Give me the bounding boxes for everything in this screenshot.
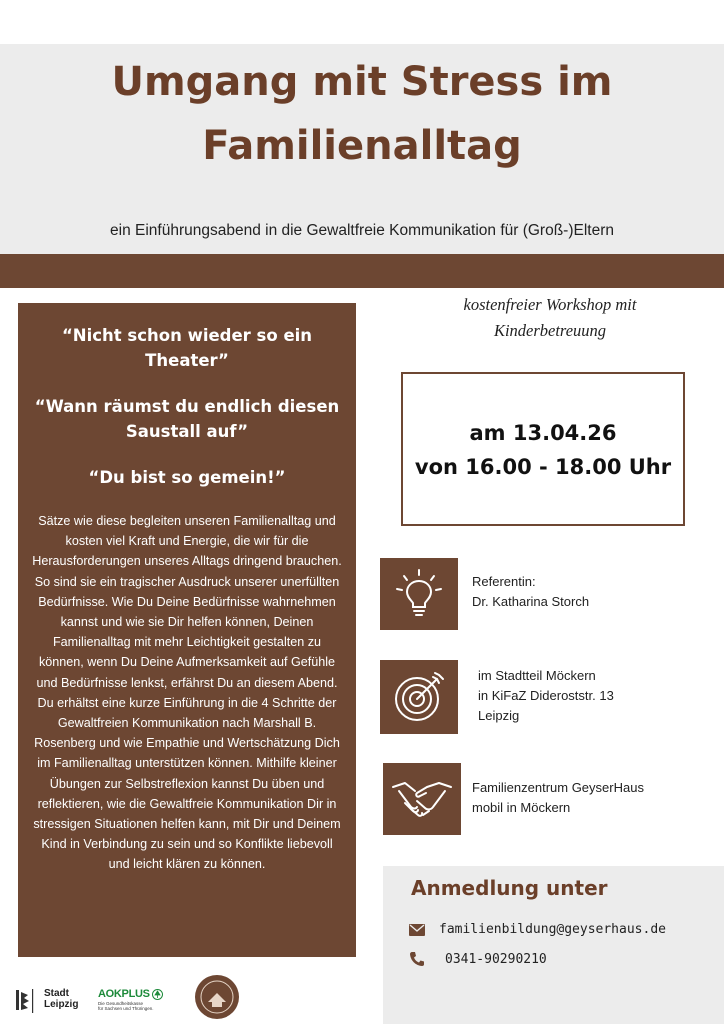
aok-logo — [98, 988, 163, 1011]
location-line-1: im Stadtteil Möckern — [478, 668, 596, 683]
speaker-icon-box — [380, 558, 458, 630]
aok-tagline — [98, 1001, 163, 1011]
aok-name: AOKPLUS — [98, 988, 150, 1000]
location-line-2: in KiFaZ Dideroststr. 13 — [478, 688, 614, 703]
organisation-line-2: mobil in Möckern — [472, 800, 571, 815]
quote-3: “Du bist so gemein!” — [88, 468, 286, 487]
workshop-line-2: Kinderbetreuung — [493, 321, 607, 340]
title-line-1: Umgang mit Stress im — [111, 59, 613, 105]
stadt-line-2: Leipzig — [44, 999, 79, 1010]
title-line-2: Familienalltag — [202, 123, 522, 169]
phone-icon — [409, 951, 425, 967]
organisation-info — [472, 778, 644, 818]
target-icon — [391, 669, 447, 725]
workshop-note — [390, 292, 710, 344]
speaker-label: Referentin: — [472, 574, 536, 589]
subtitle: ein Einführungsabend in die Gewaltfreie Kommunikation für (Groß-)Eltern — [110, 222, 614, 239]
location-info — [478, 666, 614, 726]
description-paragraph-2: Du erhältst eine kurze Einführung in die 4 Schritte der Gewaltfreien Kommunikation nach Marshall B. Rosenberg und wie Empathie und Wertschätzung Dich im Familienalltag unterstützen können. Mithilfe kleiner Übungen zur Selbstreflexion kannst Du üben und reflektieren, wie die Gewaltfreie Kommunikation Dir in stressigen Situationen helfen kann, mit Dir und Deinem Kind in Verbindung zu sein und so Konflikte liebevoll und leicht klären zu können. — [33, 695, 341, 872]
organisation-icon-box — [383, 763, 461, 835]
email-row[interactable] — [409, 922, 666, 937]
speaker-name: Dr. Katharina Storch — [472, 594, 590, 609]
lightbulb-icon — [392, 567, 446, 621]
familienzentrum-logo — [194, 974, 240, 1020]
date-box — [401, 372, 685, 526]
event-time: von 16.00 - 18.00 Uhr — [414, 455, 672, 479]
quote-2: “Wann räumst du endlich diesen Saustall auf” — [34, 397, 340, 441]
handshake-icon — [391, 777, 453, 821]
quote-1: “Nicht schon wieder so ein Theater” — [61, 326, 313, 370]
phone-number[interactable]: 0341-90290210 — [445, 951, 547, 967]
registration-title: Anmedlung unter — [411, 876, 608, 900]
aok-tree-icon — [152, 989, 163, 1000]
location-icon-box — [380, 660, 458, 734]
event-date: am 13.04.26 — [469, 421, 617, 445]
description-panel — [18, 303, 356, 957]
divider-bar — [0, 254, 724, 288]
workshop-line-1: kostenfreier Workshop mit — [463, 295, 637, 314]
organisation-line-1: Familienzentrum GeyserHaus — [472, 780, 644, 795]
stadt-line-1: Stadt — [44, 988, 69, 999]
description-paragraph-1: Sätze wie diese begleiten unseren Familienalltag und kosten viel Kraft und Energie, die wir für die Herausforderungen unseres Alltags dringend brauchen. So sind sie ein tragischer Ausdruck unserer unerfüllten Bedürfnisse. Wie Du Deine Bedürfnisse wahrnehmen kannst und wie sie Dir helfen können, Deinen Familienalltag mit mehr Leichtigkeit gestalten zu können, wenn Du Deine Aufmerksamkeit auf Gefühle und Bedürfnisse lenkst, erfährst Du an diesem Abend. — [32, 514, 342, 690]
mail-icon — [409, 924, 425, 936]
aok-tagline-line-2: für Sachsen und Thüringen. — [98, 1006, 154, 1011]
location-line-3: Leipzig — [478, 708, 520, 723]
page-title — [0, 50, 724, 178]
sponsor-logos — [14, 972, 274, 1020]
speaker-info — [472, 572, 589, 612]
email-link[interactable]: familienbildung@geyserhaus.de — [439, 922, 666, 937]
aok-tagline-line-1: Die Gesundheitskasse — [98, 1001, 144, 1006]
phone-row[interactable] — [409, 951, 547, 967]
stadt-leipzig-text — [44, 988, 78, 1010]
